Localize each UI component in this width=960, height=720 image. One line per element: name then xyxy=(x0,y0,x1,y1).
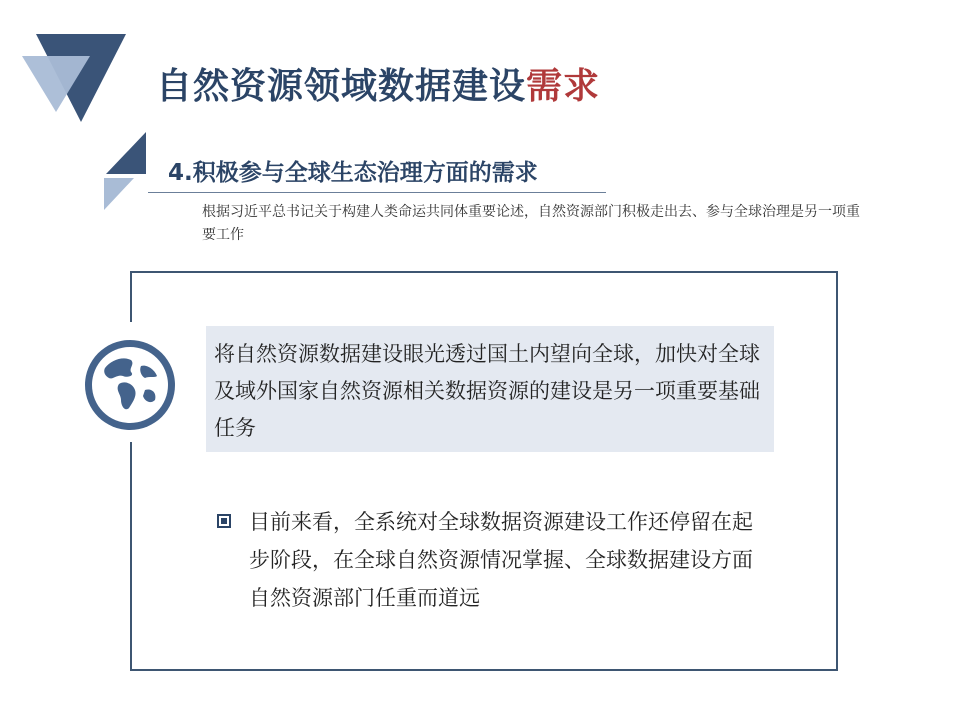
section-heading: 4.积极参与全球生态治理方面的需求 xyxy=(168,160,538,186)
highlight-panel xyxy=(206,326,774,452)
highlight-text: 将自然资源数据建设眼光透过国土内望向全球，加快对全球及域外国家自然资源相关数据资源的建设是另一项重要基础任务 xyxy=(214,342,760,440)
page-title-main: 自然资源领域数据建设 xyxy=(156,66,527,107)
square-bullet-icon xyxy=(217,514,231,528)
section-divider xyxy=(148,192,606,193)
section-marker xyxy=(100,128,148,212)
logo-triangles xyxy=(20,30,130,125)
bullet-text: 目前来看，全系统对全球数据资源建设工作还停留在起步阶段，在全球自然资源情况掌握、全球数据建设方面自然资源部门任重而道远 xyxy=(249,510,753,610)
page-title-accent: 需求 xyxy=(526,66,601,107)
section-description: 根据习近平总书记关于构建人类命运共同体重要论述，自然资源部门积极走出去、参与全球治理是另一项重要工作 xyxy=(202,204,860,243)
globe-icon xyxy=(83,338,177,432)
page-title xyxy=(156,58,600,109)
